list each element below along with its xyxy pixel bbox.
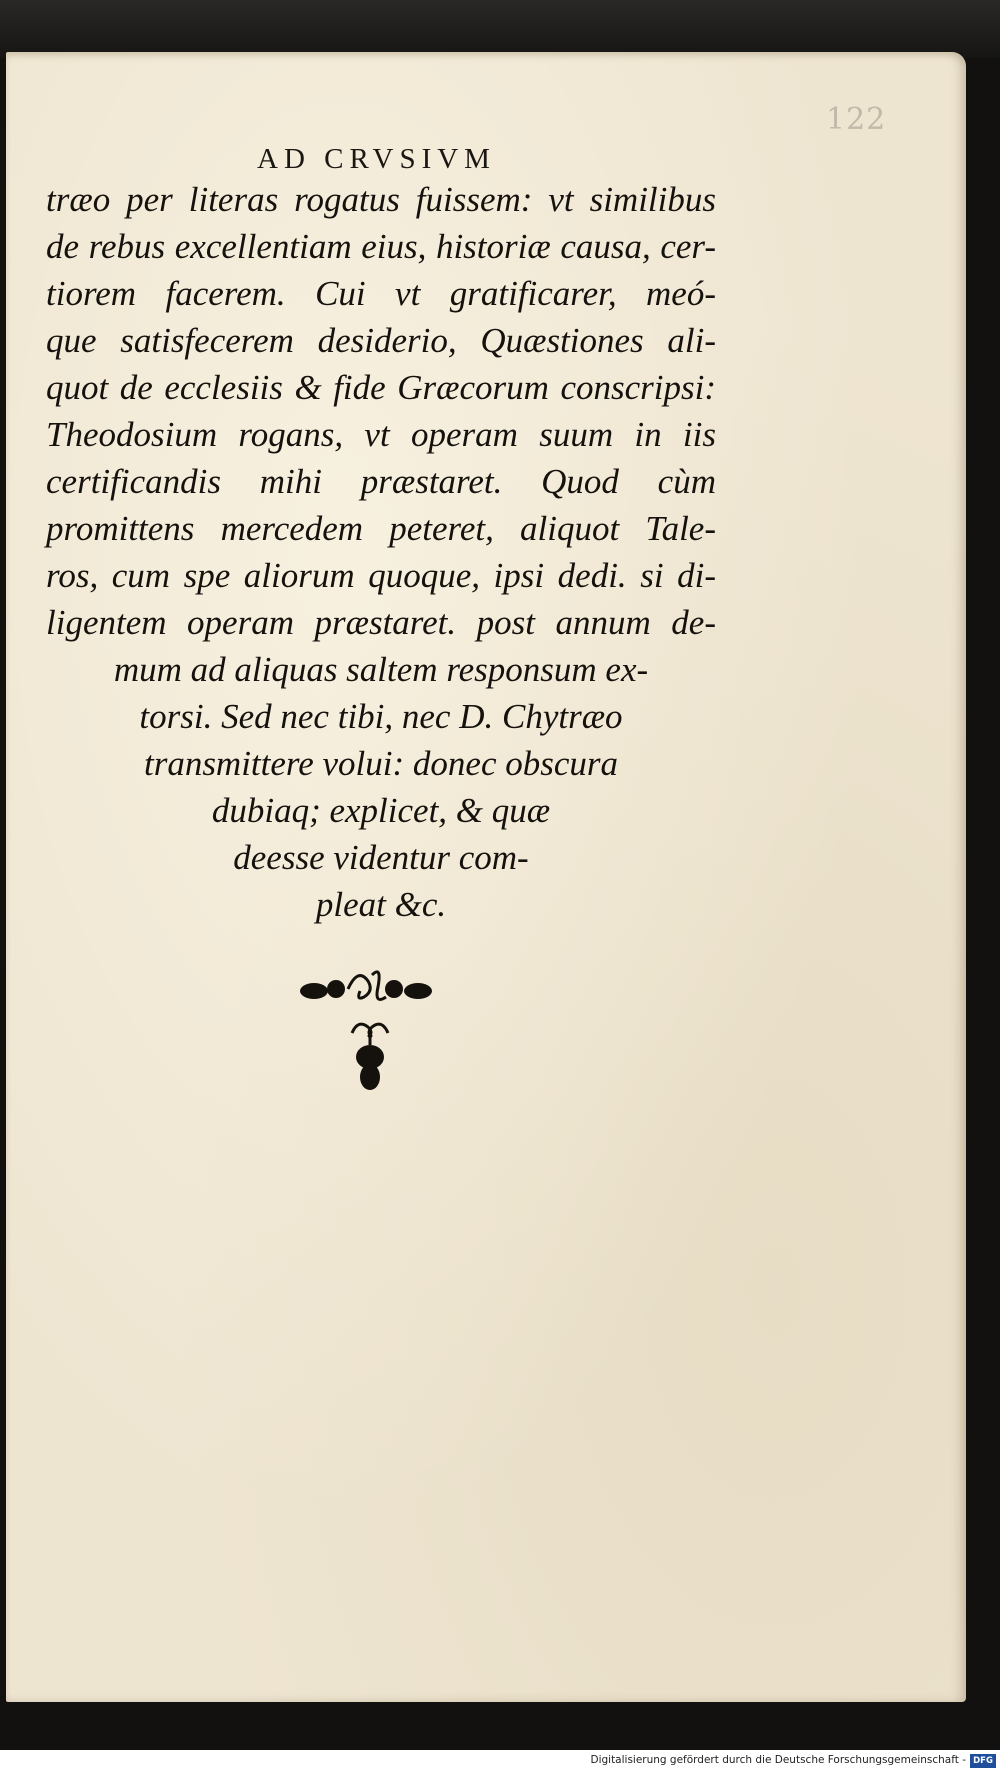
text-line-6: Theodosium rogans, vt operam suum in iis bbox=[46, 415, 716, 454]
printers-ornament-icon bbox=[290, 955, 450, 1095]
dfg-logo: DFG bbox=[970, 1754, 996, 1768]
text-line-15: deesse videntur com- bbox=[233, 838, 529, 877]
text-line-13: transmittere volui: donec obscura bbox=[143, 744, 619, 783]
text-line-14: dubiaq; explicet, & quæ bbox=[211, 791, 551, 830]
text-line-1: træo per literas rogatus fuissem: vt similibus bbox=[46, 180, 716, 219]
text-line-7: certificandis mihi præstaret. Quod cùm bbox=[46, 462, 716, 501]
text-line-2: de rebus excellentiam eius, historiæ causa, cer- bbox=[46, 227, 716, 266]
scan-background-edge bbox=[0, 0, 1000, 58]
folio-number: 122 bbox=[826, 102, 887, 137]
text-line-3: tiorem facerem. Cui vt gratificarer, meó- bbox=[46, 274, 716, 313]
text-line-10: ligentem operam præstaret. post annum de- bbox=[46, 603, 716, 642]
text-line-9: ros, cum spe aliorum quoque, ipsi dedi. si di- bbox=[46, 556, 716, 595]
text-line-12: torsi. Sed nec tibi, nec D. Chytræo bbox=[139, 697, 623, 736]
text-line-4: que satisfecerem desiderio, Quæstiones ali- bbox=[46, 321, 716, 360]
text-line-11: mum ad aliquas saltem responsum ex- bbox=[113, 650, 649, 689]
body-text bbox=[46, 176, 716, 928]
running-head: AD CRVSIVM bbox=[257, 143, 496, 175]
text-line-16: pleat &c. bbox=[315, 885, 447, 924]
text-line-8: promittens mercedem peteret, aliquot Tale- bbox=[46, 509, 716, 548]
text-line-5: quot de ecclesiis & fide Græcorum conscripsi: bbox=[46, 368, 716, 407]
funding-credit: Digitalisierung gefördert durch die Deutsche Forschungsgemeinschaft - bbox=[590, 1754, 966, 1766]
